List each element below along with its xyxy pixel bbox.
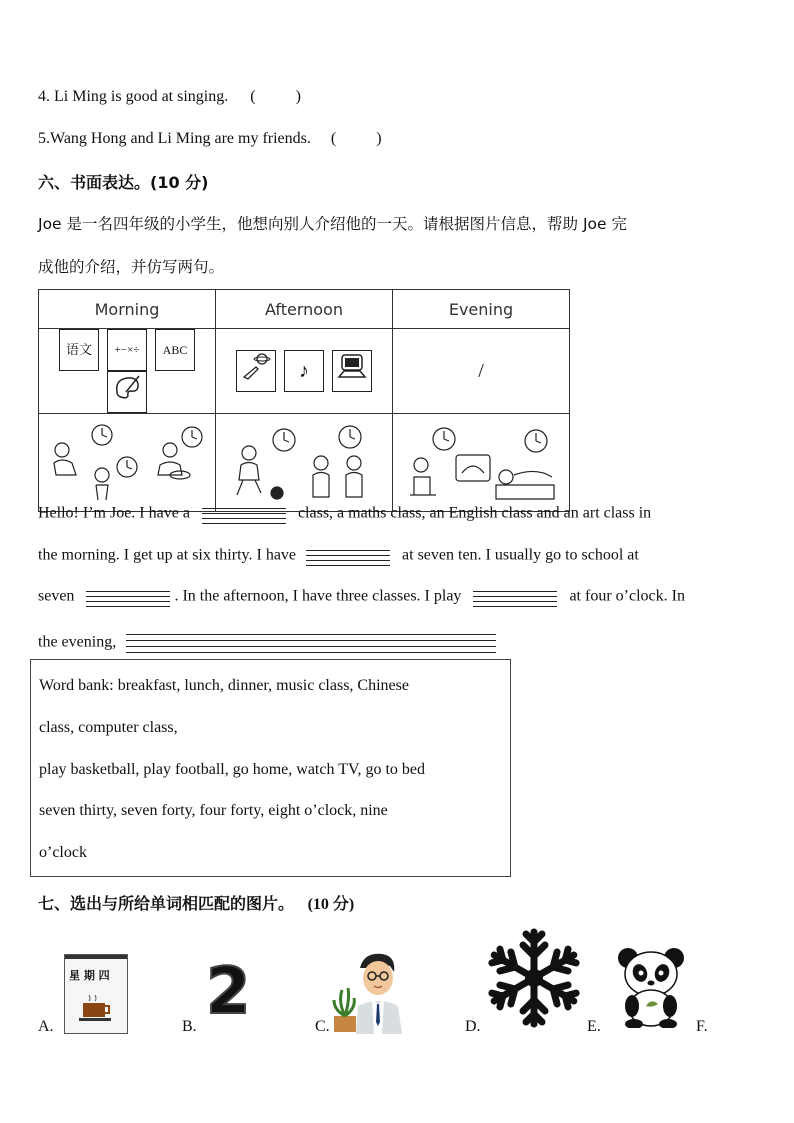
option-f-label: F. <box>696 1018 708 1035</box>
number-two-image: 2 <box>206 955 251 1029</box>
chinese-book-icon: 语文 <box>59 329 99 371</box>
passage-line-2-end: at seven ten. I usually go to school at <box>402 546 639 564</box>
calendar-thursday-image <box>64 954 128 1034</box>
passage-line-2 <box>38 546 639 566</box>
music-notes-icon: ♪ <box>284 350 324 392</box>
abc-english-icon: ABC <box>155 329 195 371</box>
word-bank-line-3: play basketball, play football, go home, watch TV, go to bed <box>39 761 425 778</box>
passage-line-3 <box>38 587 685 607</box>
option-c-label: C. <box>315 1018 330 1035</box>
section-7-points: (10 分) <box>307 896 355 913</box>
section-7-title-text: 七、选出与所给单词相匹配的图片。 <box>38 894 295 913</box>
question-5-text: 5.Wang Hong and Li Ming are my friends. <box>38 130 311 147</box>
question-4-answer-paren[interactable]: ( ) <box>250 88 301 105</box>
daily-schedule-picture-table <box>38 289 570 512</box>
question-5 <box>38 130 382 148</box>
question-4 <box>38 88 301 106</box>
word-bank-line-4: seven thirty, seven forty, four forty, eight o’clock, nine <box>39 802 388 819</box>
word-bank-line-5: o’clock <box>39 844 87 861</box>
answer-blank-1[interactable] <box>202 504 286 524</box>
passage-line-1-end: class, a maths class, an English class and an art class in <box>297 504 652 522</box>
passage-line-1 <box>38 504 651 524</box>
evening-subject-cell <box>393 329 570 414</box>
section-6-title: 六、书面表达。(10 分) <box>38 173 209 192</box>
passage-line-2-start: the morning. I get up at six thirty. I have <box>38 546 297 564</box>
teacher-image <box>330 950 412 1034</box>
calendar-label: 星 期 四 <box>69 969 110 982</box>
header-evening: Evening <box>393 290 570 329</box>
question-5-answer-paren[interactable]: ( ) <box>330 130 382 147</box>
passage-line-4-start: the evening, <box>38 633 117 651</box>
computer-icon <box>332 350 372 392</box>
art-palette-icon <box>107 371 147 413</box>
header-afternoon: Afternoon <box>216 290 393 329</box>
answer-blank-3[interactable] <box>86 587 170 607</box>
question-4-text: 4. Li Ming is good at singing. <box>38 88 229 105</box>
passage-line-3-mid: . In the afternoon, I have three classes. I play <box>174 587 462 605</box>
evening-activities-picture <box>393 414 570 512</box>
word-bank-line-2: class, computer class, <box>39 719 178 736</box>
section-7-title <box>38 891 354 914</box>
passage-line-3-start: seven <box>38 587 75 605</box>
section-6-intro-line-2: 成他的介绍，并仿写两句。 <box>38 258 225 276</box>
word-bank-line-1: Word bank: breakfast, lunch, dinner, music class, Chinese <box>39 677 409 694</box>
rocket-science-icon <box>236 350 276 392</box>
option-e-label: E. <box>587 1018 601 1035</box>
answer-blank-2[interactable] <box>306 546 390 566</box>
option-d-label: D. <box>465 1018 481 1035</box>
evening-slash-mark: / <box>478 359 484 382</box>
passage-line-1-start: Hello! I’m Joe. I have a <box>38 504 190 522</box>
word-bank-box <box>30 659 511 877</box>
panda-image <box>616 946 686 1028</box>
section-6-intro-line-1: Joe 是一名四年级的小学生，他想向别人介绍他的一天。请根据图片信息，帮助 Joe 完 <box>38 215 627 233</box>
option-b-label: B. <box>182 1018 197 1035</box>
morning-activities-picture <box>39 414 216 512</box>
passage-line-3-end: at four o’clock. In <box>569 587 685 605</box>
passage-line-4 <box>38 629 496 657</box>
afternoon-activities-picture <box>216 414 393 512</box>
answer-blank-5[interactable] <box>126 629 496 657</box>
snowflake-image <box>486 926 582 1030</box>
answer-blank-4[interactable] <box>473 587 557 607</box>
afternoon-subject-icons <box>216 329 393 414</box>
option-a-label: A. <box>38 1018 54 1035</box>
maths-symbols-icon: +−×÷ <box>107 329 147 371</box>
morning-subject-icons <box>39 329 216 414</box>
header-morning: Morning <box>39 290 216 329</box>
